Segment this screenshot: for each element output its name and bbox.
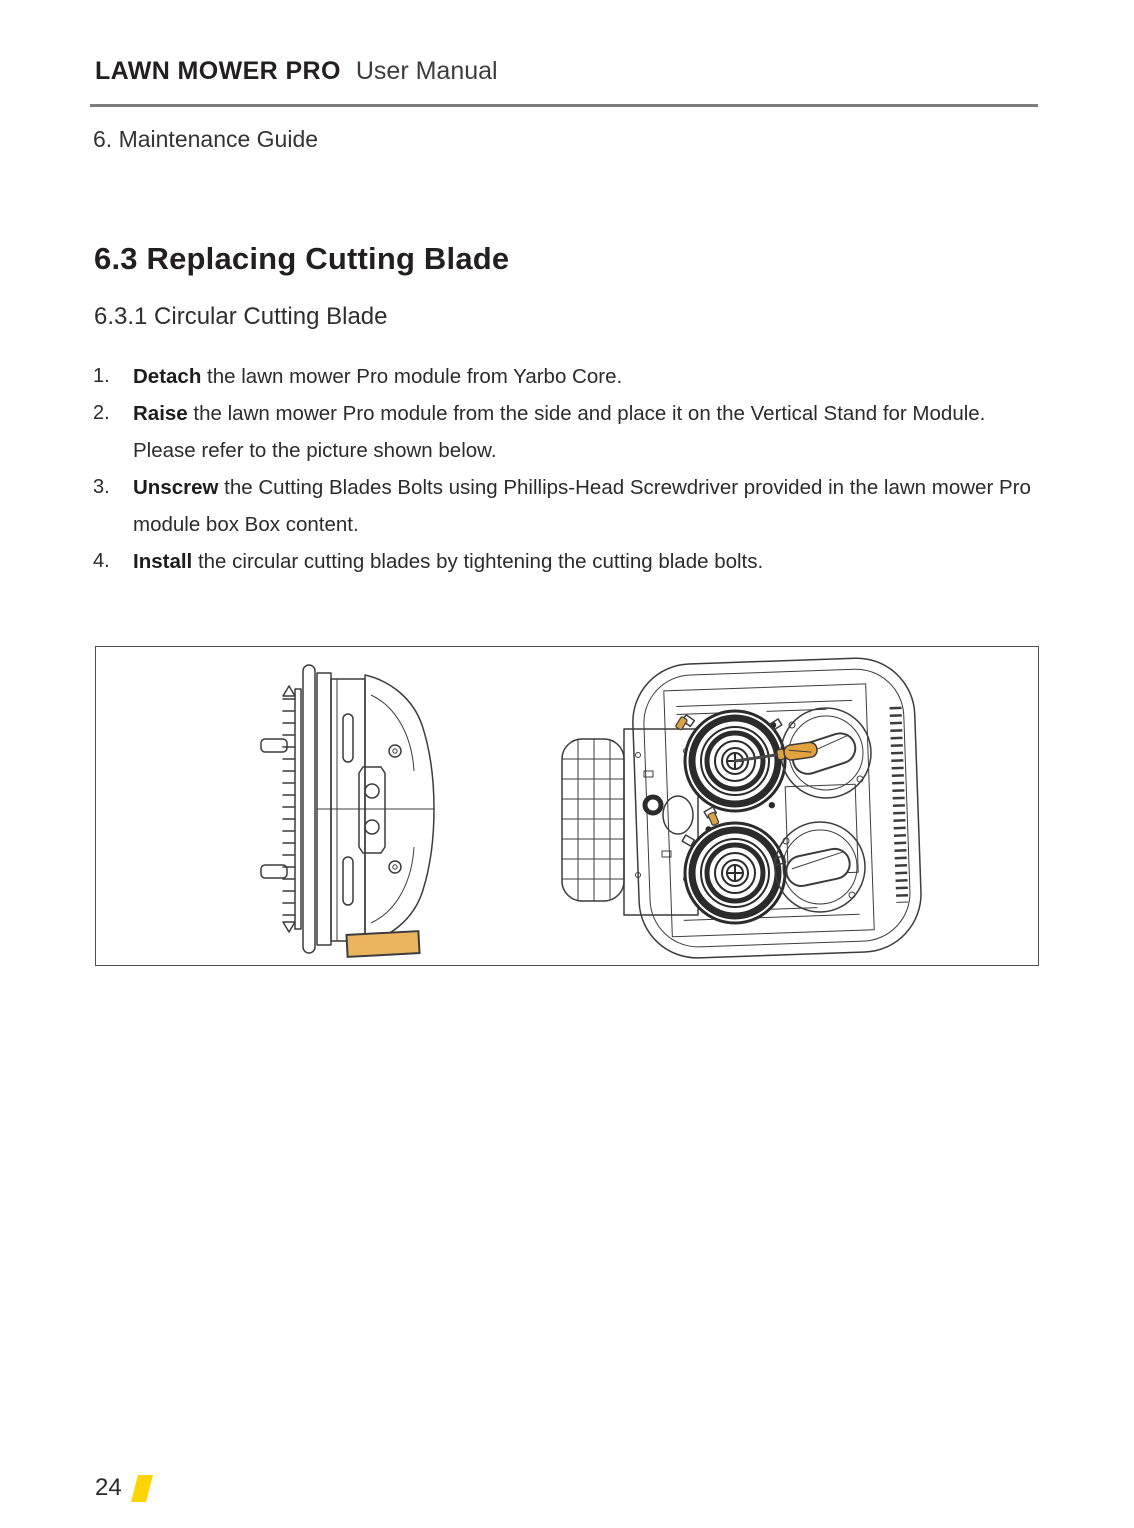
deck-edge (303, 665, 315, 953)
step-item-2 (93, 395, 1039, 469)
vent-slot-top (343, 714, 353, 762)
cover-screw-bottom (389, 861, 401, 873)
step-text: Unscrew the Cutting Blades Bolts using Phillips-Head Screwdriver provided in the lawn mower Pro module box Box content. (133, 476, 1031, 536)
page-header (95, 57, 498, 86)
page-accent-icon (131, 1475, 153, 1502)
rear-attachment-module (562, 729, 698, 915)
figure-frame (95, 646, 1039, 966)
step-number: 3. (93, 476, 110, 498)
comb-spine (295, 689, 301, 929)
step-text: Detach the lawn mower Pro module from Yarbo Core. (133, 365, 623, 388)
mesh-guard (562, 739, 624, 901)
deck-inner-shell (642, 668, 911, 949)
handle-hole-top (365, 784, 379, 798)
blade-bolt-loose-top (675, 716, 687, 730)
module-underside-illustration (558, 655, 926, 961)
vertical-stand (346, 931, 419, 957)
header-divider (90, 104, 1038, 107)
module-body (331, 679, 365, 941)
instruction-steps (93, 358, 1039, 580)
module-side-view-illustration (259, 659, 459, 959)
page-number: 24 (95, 1474, 122, 1501)
step-item-4 (93, 543, 1039, 580)
rear-plug (645, 797, 661, 813)
mounting-pin-top (261, 739, 287, 752)
wheel-bottom (775, 822, 865, 912)
step-item-3 (93, 469, 1039, 543)
step-number: 2. (93, 402, 110, 424)
vent-slot-bottom (343, 857, 353, 905)
grass-comb-teeth (283, 699, 295, 915)
cover-screw-top (389, 745, 401, 757)
cutting-blade-disc-bottom (682, 823, 785, 923)
subsection-title: 6.3.1 Circular Cutting Blade (94, 303, 388, 330)
comb-top-tooth (283, 686, 295, 696)
step-number: 4. (93, 550, 110, 572)
manual-title: User Manual (355, 57, 498, 85)
deck-rib-texture (895, 707, 902, 903)
blade-bolt-loose-bottom (708, 812, 719, 826)
step-number: 1. (93, 365, 110, 387)
section-title: 6.3 Replacing Cutting Blade (94, 241, 510, 276)
brand-title: LAWN MOWER PRO (95, 57, 341, 85)
chapter-heading: 6. Maintenance Guide (93, 126, 319, 152)
comb-bottom-tooth (283, 922, 295, 932)
page-footer (95, 1474, 153, 1502)
rear-port (663, 796, 693, 834)
step-item-1 (93, 358, 1039, 395)
handle-hole-bottom (365, 820, 379, 834)
step-text: Raise the lawn mower Pro module from the side and place it on the Vertical Stand for Module. Please refer to the picture shown below. (133, 402, 986, 462)
handle-plate (359, 767, 385, 853)
step-text: Install the circular cutting blades by tightening the cutting blade bolts. (133, 550, 764, 573)
